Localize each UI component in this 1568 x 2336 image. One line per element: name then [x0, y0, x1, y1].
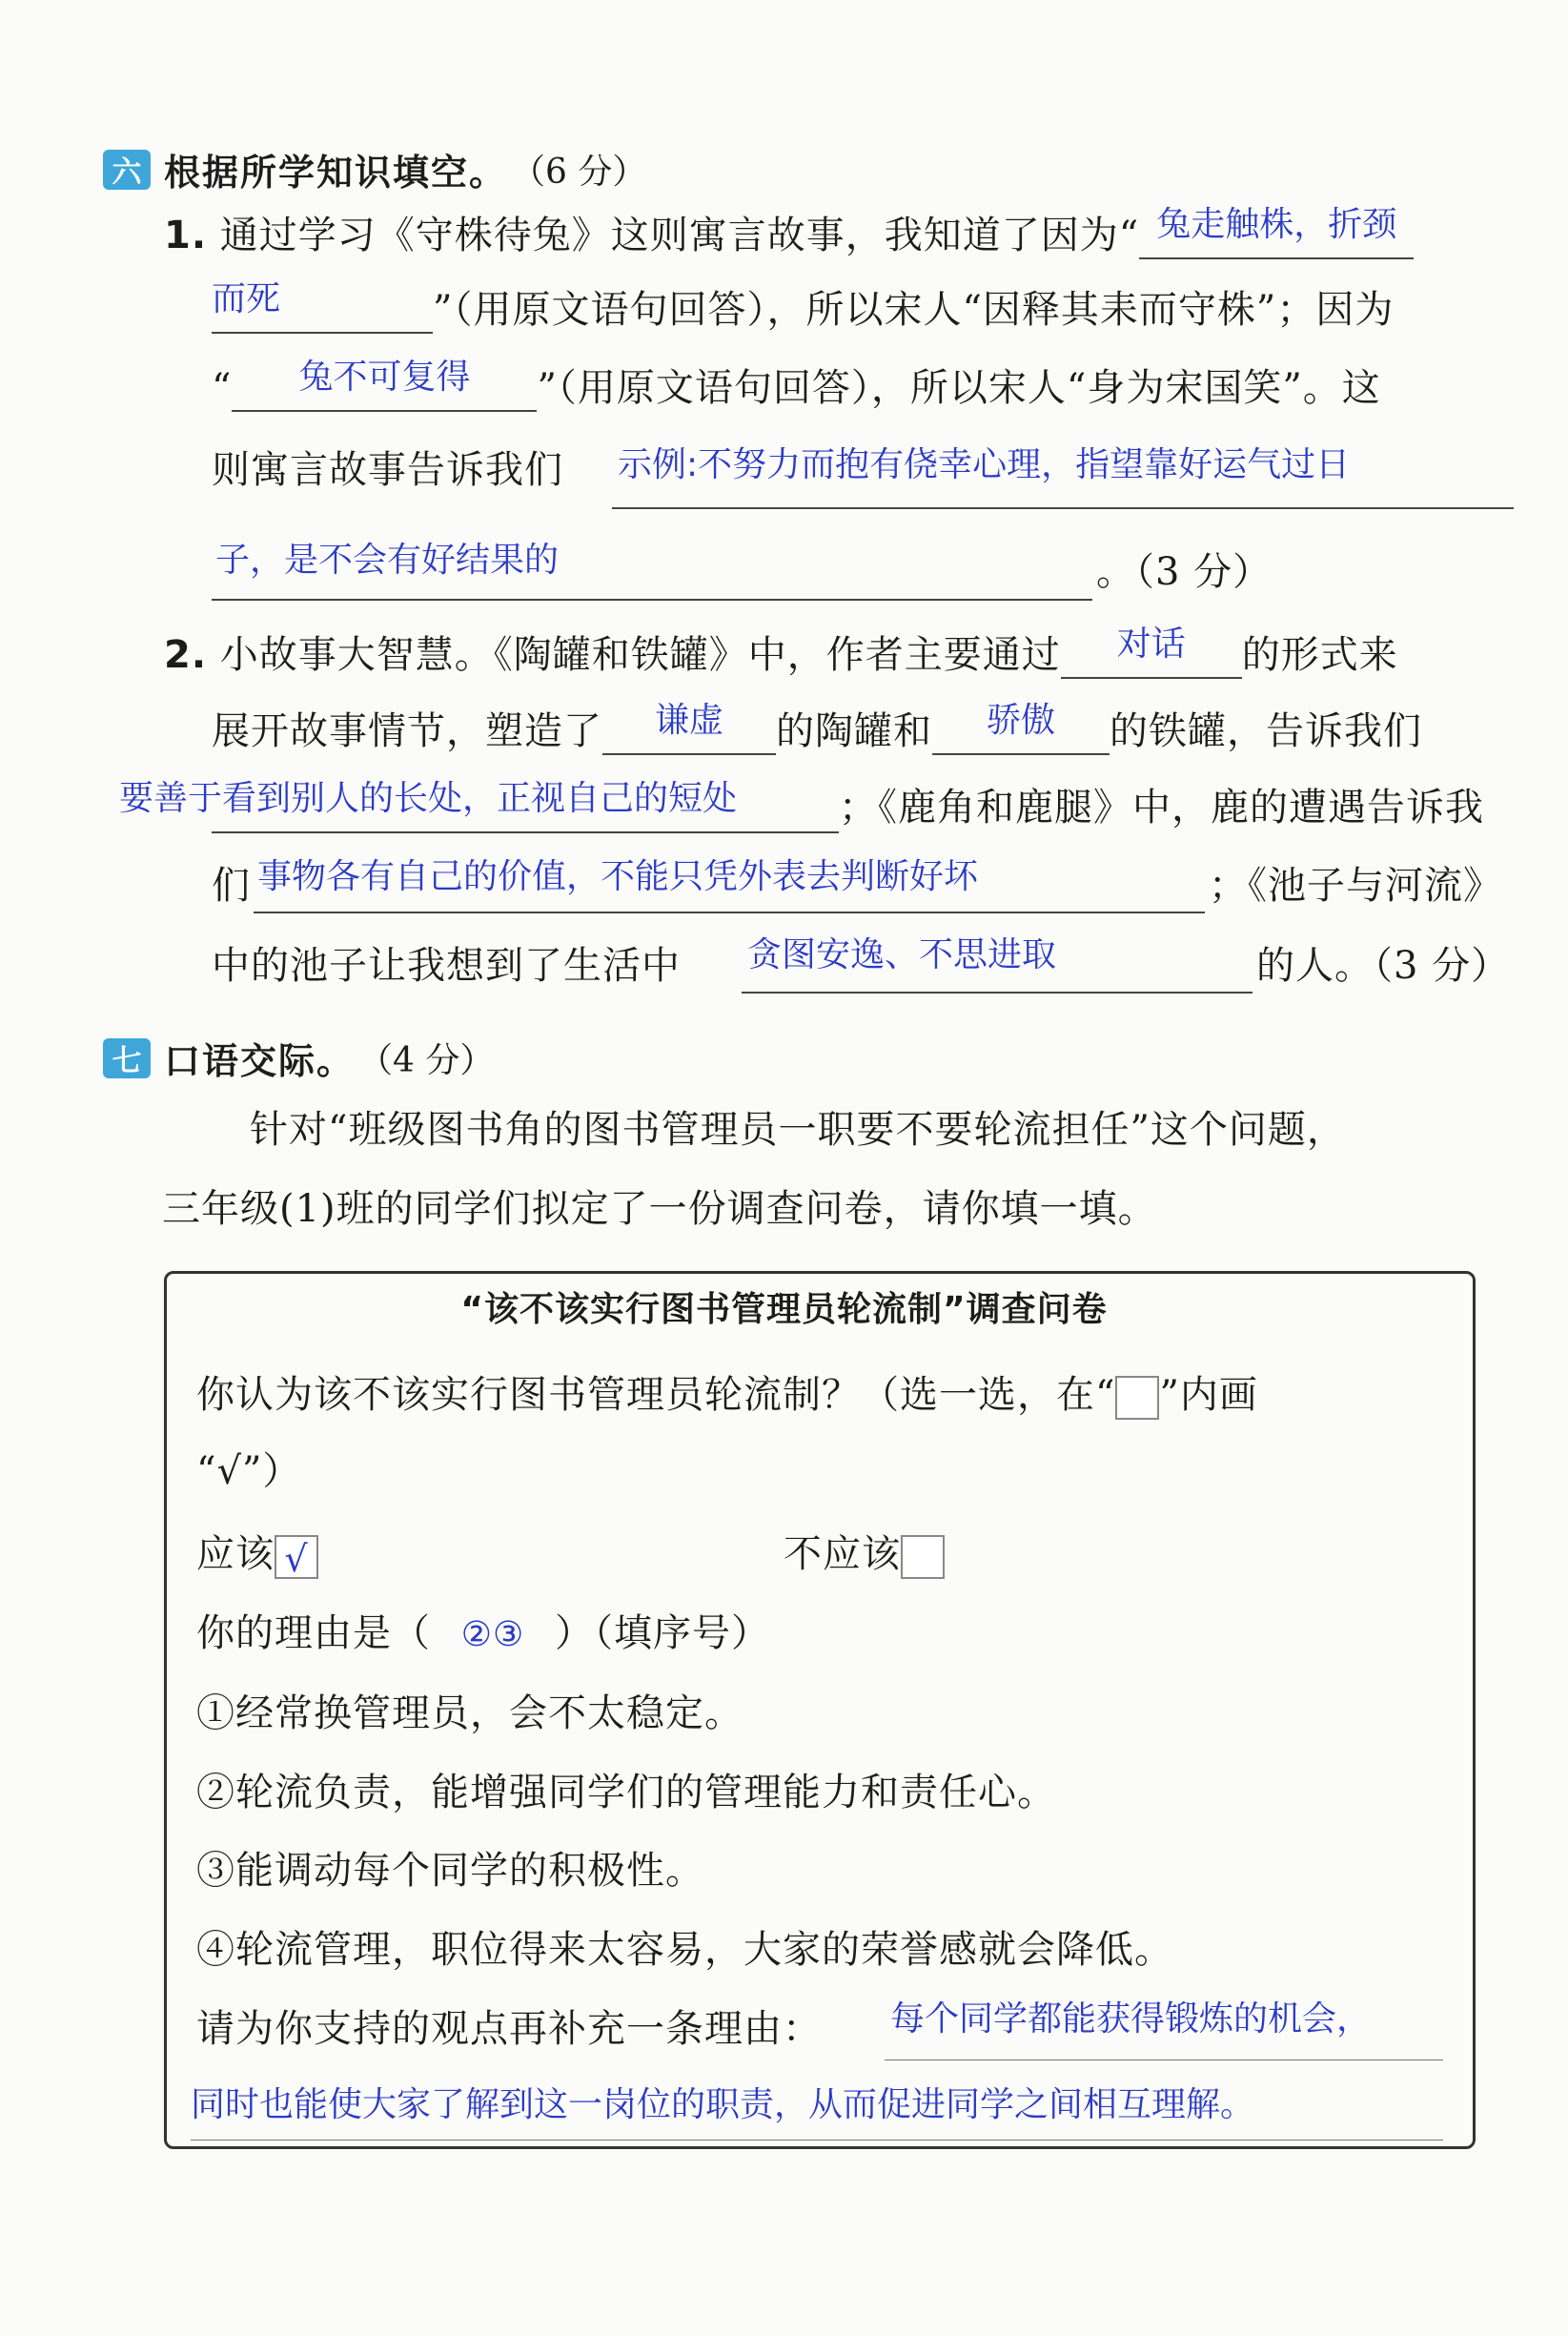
q1-answer-1a: 兔走触株，折颈 — [1156, 205, 1397, 244]
section-7-score: （4 分） — [358, 1041, 495, 1080]
reason-suffix: ）（填序号） — [555, 1611, 770, 1655]
reason-option-1: ①经常换管理员，会不太稳定。 — [196, 1691, 743, 1735]
extra-reason-answer-1: 每个同学都能获得锻炼的机会， — [890, 1999, 1372, 2039]
check-mark: √ — [284, 1538, 309, 1580]
extra-reason-prompt: 请为你支持的观点再补充一条理由： — [196, 2007, 822, 2051]
q1-quote-open: “ — [212, 366, 233, 410]
option-no-checkbox[interactable] — [901, 1535, 945, 1579]
option-no-label: 不应该 — [784, 1532, 901, 1576]
section-6-header — [103, 143, 646, 195]
section-7-badge: 七 — [103, 1038, 151, 1078]
option-no — [784, 1530, 945, 1579]
q1-blank-3a-line[interactable] — [612, 507, 1514, 509]
q1-blank-3b-line[interactable] — [212, 599, 1092, 601]
q1-answer-1b: 而死 — [212, 279, 281, 318]
q2-text-1b: 的形式来 — [1241, 633, 1398, 677]
option-yes — [196, 1530, 318, 1579]
section-7-title: 口语交际。 — [164, 1040, 356, 1082]
q2-answer-6: 贪图安逸、不思进取 — [747, 935, 1057, 974]
q1-number: 1. — [164, 214, 208, 257]
survey-question-text-b: ”内画 — [1159, 1373, 1258, 1417]
q1-blank-2[interactable] — [232, 358, 537, 412]
q2-text-3: ；《鹿角和鹿腿》中，鹿的遭遇告诉我 — [839, 786, 1484, 830]
q2-text-4a: 们 — [212, 864, 251, 908]
q2-answer-1: 对话 — [1116, 625, 1186, 664]
reason-option-3: ③能调动每个同学的积极性。 — [196, 1849, 704, 1893]
extra-reason-line-1[interactable] — [885, 2059, 1443, 2060]
q2-text-1: 小故事大智慧。《陶罐和铁罐》中，作者主要通过 — [219, 633, 1061, 677]
survey-title: “该不该实行图书管理员轮流制”调查问卷 — [460, 1290, 1108, 1329]
survey-question-2: “√”） — [196, 1449, 302, 1493]
q2-blank-3[interactable] — [932, 701, 1110, 755]
q2-text-2c: 的铁罐，告诉我们 — [1110, 709, 1422, 753]
q1-text-3: ”（用原文语句回答），所以宋人“身为宋国笑”。这 — [537, 366, 1381, 410]
survey-question-text: 你认为该不该实行图书管理员轮流制？（选一选，在“ — [196, 1373, 1116, 1417]
q2-answer-3: 骄傲 — [986, 701, 1055, 740]
q2-blank-4-line[interactable] — [212, 831, 839, 833]
intro-line-2: 三年级(1)班的同学们拟定了一份调查问卷，请你填一填。 — [162, 1187, 1157, 1231]
survey-question — [196, 1371, 1258, 1420]
reason-answer[interactable]: ②③ — [460, 1615, 525, 1654]
option-yes-checkbox[interactable] — [275, 1535, 318, 1579]
q1-line-2 — [212, 279, 1395, 334]
q2-answer-2: 谦虚 — [654, 701, 723, 740]
q1-end: 。（3 分） — [1096, 550, 1273, 594]
q1-blank-1a[interactable] — [1139, 205, 1414, 259]
q2-text-2b: 的陶罐和 — [776, 709, 932, 753]
option-yes-label: 应该 — [196, 1532, 275, 1576]
q1-text-2: ”（用原文语句回答），所以宋人“因释其耒而守株”；因为 — [433, 288, 1395, 332]
q2-text-5a: 中的池子让我想到了生活中 — [212, 944, 681, 988]
q2-line-1 — [164, 625, 1398, 679]
q1-answer-3a: 示例:不努力而抱有侥幸心理，指望靠好运气过日 — [618, 445, 1351, 484]
reason-option-4: ④轮流管理，职位得来太容易，大家的荣誉感就会降低。 — [196, 1928, 1173, 1972]
extra-reason-answer-2: 同时也能使大家了解到这一岗位的职责，从而促进同学之间相互理解。 — [191, 2085, 1255, 2124]
q2-blank-6-line[interactable] — [742, 992, 1252, 994]
q1-line-1 — [164, 205, 1414, 259]
example-checkbox — [1115, 1376, 1159, 1420]
q2-blank-2[interactable] — [602, 701, 776, 755]
q1-line-3 — [212, 358, 1381, 412]
section-6-score: （6 分） — [511, 153, 647, 192]
q1-answer-2: 兔不可复得 — [298, 358, 471, 397]
reason-prefix: 你的理由是（ — [196, 1611, 431, 1655]
q2-line-2 — [212, 701, 1422, 755]
intro-line-1: 针对“班级图书角的图书管理员一职要不要轮流担任”这个问题， — [250, 1108, 1346, 1152]
q2-text-2a: 展开故事情节，塑造了 — [212, 709, 602, 753]
section-6-badge: 六 — [103, 150, 151, 190]
q2-number: 2. — [164, 633, 208, 677]
q2-answer-5: 事物各有自己的价值，不能只凭外表去判断好坏 — [257, 857, 979, 896]
q1-text-4: 则寓言故事告诉我们 — [212, 448, 563, 492]
q2-blank-5-line[interactable] — [254, 912, 1205, 913]
section-6-title: 根据所学知识填空。 — [164, 152, 508, 194]
reason-option-2: ②轮流负责，能增强同学们的管理能力和责任心。 — [196, 1771, 1056, 1814]
q1-line-4 — [212, 446, 563, 494]
reason-line — [196, 1609, 770, 1659]
q2-blank-1[interactable] — [1061, 625, 1242, 679]
q2-answer-4: 要善于看到别人的长处，正视自己的短处 — [119, 779, 738, 818]
q1-answer-3b: 子，是不会有好结果的 — [215, 541, 560, 580]
section-7-header — [103, 1032, 494, 1084]
q2-text-4b: ；《池子与河流》 — [1209, 864, 1502, 908]
q2-text-5b: 的人。（3 分） — [1256, 944, 1511, 988]
extra-reason-line-2[interactable] — [191, 2140, 1443, 2141]
q1-blank-1b[interactable] — [212, 279, 433, 334]
q1-text-1: 通过学习《守株待兔》这则寓言故事，我知道了因为“ — [219, 214, 1140, 257]
